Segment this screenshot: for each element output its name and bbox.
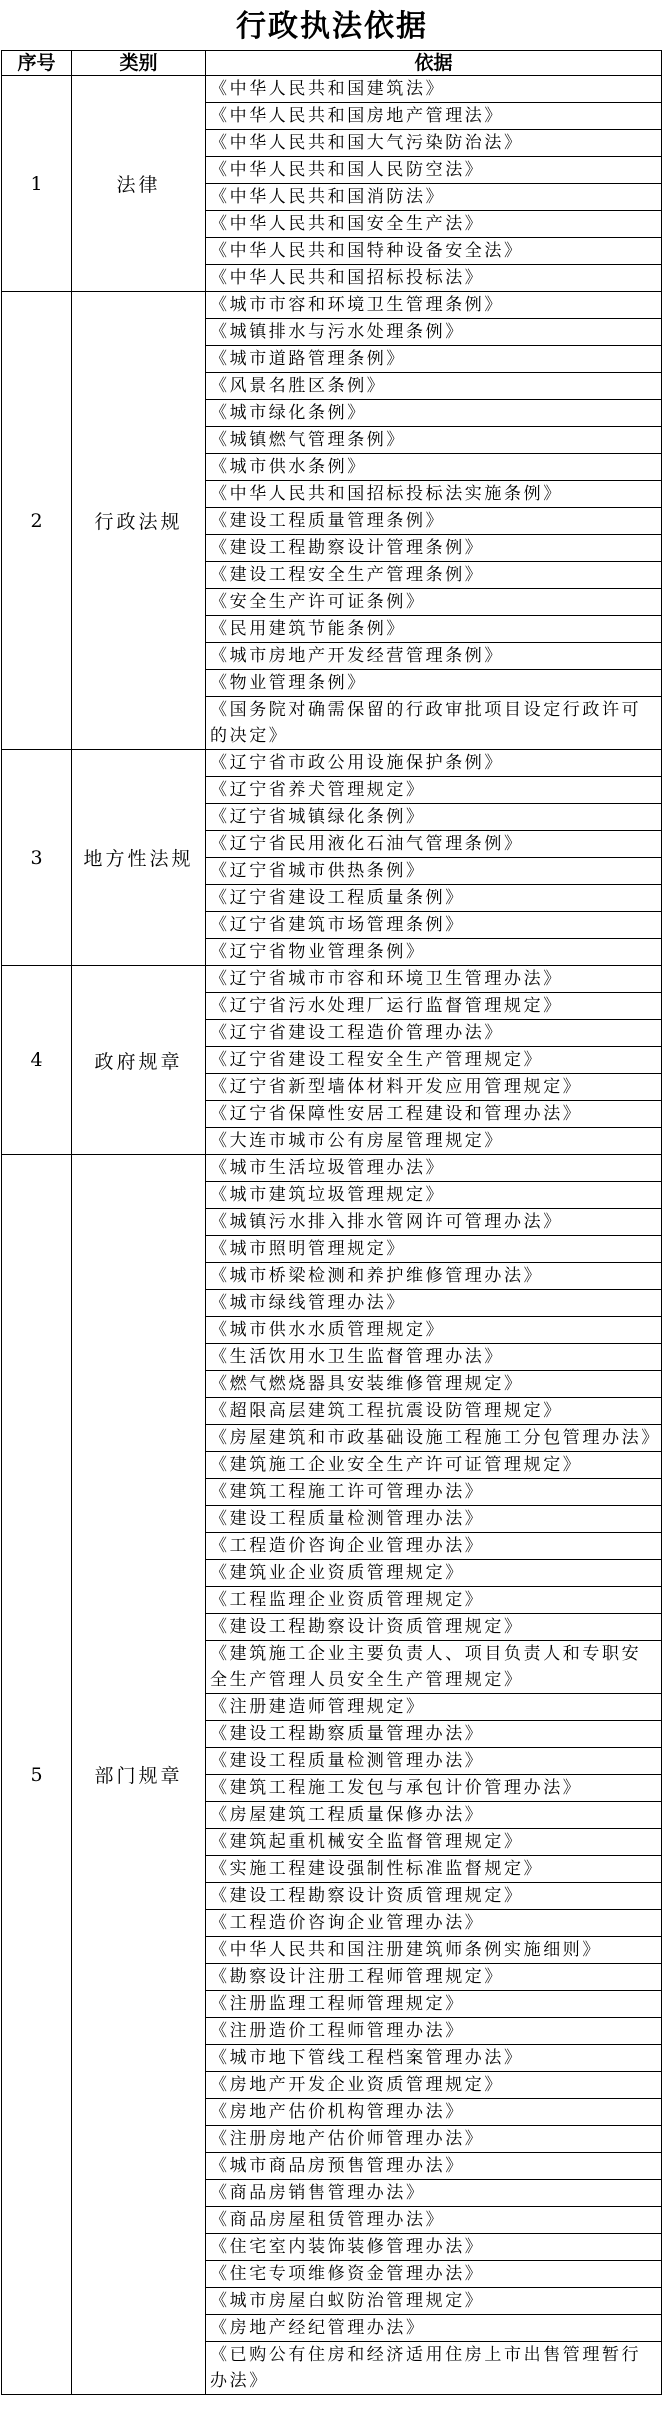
law-item: 《建设工程质量检测管理办法》 — [206, 1506, 662, 1533]
group-number: 4 — [2, 966, 72, 1155]
law-item: 《城市生活垃圾管理办法》 — [206, 1155, 662, 1182]
law-item: 《工程造价咨询企业管理办法》 — [206, 1533, 662, 1560]
law-item: 《城市市容和环境卫生管理条例》 — [206, 292, 662, 319]
law-item: 《实施工程建设强制性标准监督规定》 — [206, 1856, 662, 1883]
law-item: 《房屋建筑和市政基础设施工程施工分包管理办法》 — [206, 1425, 662, 1452]
law-item: 《商品房屋租赁管理办法》 — [206, 2207, 662, 2234]
law-item: 《辽宁省保障性安居工程建设和管理办法》 — [206, 1101, 662, 1128]
table-row — [2, 966, 662, 993]
law-item: 《中华人民共和国招标投标法实施条例》 — [206, 481, 662, 508]
table-row — [2, 750, 662, 777]
law-item: 《中华人民共和国安全生产法》 — [206, 211, 662, 238]
law-item: 《辽宁省建设工程安全生产管理规定》 — [206, 1047, 662, 1074]
law-item: 《建设工程质量检测管理办法》 — [206, 1748, 662, 1775]
law-item: 《城市建筑垃圾管理规定》 — [206, 1182, 662, 1209]
law-item: 《城市照明管理规定》 — [206, 1236, 662, 1263]
law-item: 《城镇污水排入排水管网许可管理办法》 — [206, 1209, 662, 1236]
group-category: 部门规章 — [72, 1155, 206, 2395]
law-item: 《大连市城市公有房屋管理规定》 — [206, 1128, 662, 1155]
law-item: 《国务院对确需保留的行政审批项目设定行政许可的决定》 — [206, 697, 662, 750]
law-item: 《建设工程勘察质量管理办法》 — [206, 1721, 662, 1748]
law-item: 《中华人民共和国大气污染防治法》 — [206, 130, 662, 157]
page-title: 行政执法依据 — [236, 9, 428, 44]
law-item: 《已购公有住房和经济适用住房上市出售管理暂行办法》 — [206, 2342, 662, 2395]
group-number: 3 — [2, 750, 72, 966]
law-item: 《建筑施工企业安全生产许可证管理规定》 — [206, 1452, 662, 1479]
law-item: 《中华人民共和国建筑法》 — [206, 76, 662, 103]
law-item: 《辽宁省物业管理条例》 — [206, 939, 662, 966]
table-row — [2, 76, 662, 103]
law-item: 《住宅专项维修资金管理办法》 — [206, 2261, 662, 2288]
law-item: 《城市供水水质管理规定》 — [206, 1317, 662, 1344]
law-item: 《注册造价工程师管理办法》 — [206, 2018, 662, 2045]
law-item: 《中华人民共和国消防法》 — [206, 184, 662, 211]
law-item: 《城市绿线管理办法》 — [206, 1290, 662, 1317]
law-item: 《建设工程勘察设计资质管理规定》 — [206, 1883, 662, 1910]
law-item: 《中华人民共和国招标投标法》 — [206, 265, 662, 292]
law-item: 《城市地下管线工程档案管理办法》 — [206, 2045, 662, 2072]
law-item: 《建筑起重机械安全监督管理规定》 — [206, 1829, 662, 1856]
law-item: 《建设工程安全生产管理条例》 — [206, 562, 662, 589]
law-item: 《建设工程勘察设计管理条例》 — [206, 535, 662, 562]
group-number: 5 — [2, 1155, 72, 2395]
law-item: 《注册房地产估价师管理办法》 — [206, 2126, 662, 2153]
law-item: 《建筑施工企业主要负责人、项目负责人和专职安全生产管理人员安全生产管理规定》 — [206, 1641, 662, 1694]
group-number: 1 — [2, 76, 72, 292]
law-item: 《勘察设计注册工程师管理规定》 — [206, 1964, 662, 1991]
law-item: 《辽宁省建设工程质量条例》 — [206, 885, 662, 912]
law-item: 《辽宁省建筑市场管理条例》 — [206, 912, 662, 939]
law-item: 《建筑业企业资质管理规定》 — [206, 1560, 662, 1587]
law-item: 《建筑工程施工许可管理办法》 — [206, 1479, 662, 1506]
law-item: 《房地产开发企业资质管理规定》 — [206, 2072, 662, 2099]
law-item: 《辽宁省污水处理厂运行监督管理规定》 — [206, 993, 662, 1020]
header-category: 类别 — [72, 51, 206, 76]
group-category: 行政法规 — [72, 292, 206, 750]
law-item: 《中华人民共和国人民防空法》 — [206, 157, 662, 184]
law-item: 《建筑工程施工发包与承包计价管理办法》 — [206, 1775, 662, 1802]
header-no: 序号 — [2, 51, 72, 76]
group-number: 2 — [2, 292, 72, 750]
law-item: 《中华人民共和国特种设备安全法》 — [206, 238, 662, 265]
law-item: 《辽宁省新型墙体材料开发应用管理规定》 — [206, 1074, 662, 1101]
law-item: 《中华人民共和国注册建筑师条例实施细则》 — [206, 1937, 662, 1964]
law-item: 《城市房屋白蚁防治管理规定》 — [206, 2288, 662, 2315]
law-item: 《城市供水条例》 — [206, 454, 662, 481]
table-header-row — [2, 51, 662, 76]
law-item: 《燃气燃烧器具安装维修管理规定》 — [206, 1371, 662, 1398]
law-item: 《城市房地产开发经营管理条例》 — [206, 643, 662, 670]
law-item: 《民用建筑节能条例》 — [206, 616, 662, 643]
law-item: 《生活饮用水卫生监督管理办法》 — [206, 1344, 662, 1371]
law-item: 《城镇排水与污水处理条例》 — [206, 319, 662, 346]
law-item: 《工程造价咨询企业管理办法》 — [206, 1910, 662, 1937]
law-item: 《建设工程勘察设计资质管理规定》 — [206, 1614, 662, 1641]
law-item: 《辽宁省民用液化石油气管理条例》 — [206, 831, 662, 858]
law-item: 《工程监理企业资质管理规定》 — [206, 1587, 662, 1614]
law-item: 《注册建造师管理规定》 — [206, 1694, 662, 1721]
law-item: 《商品房销售管理办法》 — [206, 2180, 662, 2207]
table-row — [2, 1155, 662, 1182]
table-body — [2, 76, 662, 2395]
law-item: 《房地产经纪管理办法》 — [206, 2315, 662, 2342]
law-item: 《超限高层建筑工程抗震设防管理规定》 — [206, 1398, 662, 1425]
law-item: 《安全生产许可证条例》 — [206, 589, 662, 616]
law-item: 《辽宁省城镇绿化条例》 — [206, 804, 662, 831]
law-item: 《辽宁省建设工程造价管理办法》 — [206, 1020, 662, 1047]
law-item: 《辽宁省市政公用设施保护条例》 — [206, 750, 662, 777]
table-row — [2, 292, 662, 319]
law-item: 《辽宁省城市市容和环境卫生管理办法》 — [206, 966, 662, 993]
law-item: 《辽宁省城市供热条例》 — [206, 858, 662, 885]
law-item: 《注册监理工程师管理规定》 — [206, 1991, 662, 2018]
law-item: 《城市商品房预售管理办法》 — [206, 2153, 662, 2180]
enforcement-basis-table — [1, 50, 662, 2395]
law-item: 《建设工程质量管理条例》 — [206, 508, 662, 535]
law-item: 《房屋建筑工程质量保修办法》 — [206, 1802, 662, 1829]
law-item: 《城市桥梁检测和养护维修管理办法》 — [206, 1263, 662, 1290]
law-item: 《城市道路管理条例》 — [206, 346, 662, 373]
law-item: 《城镇燃气管理条例》 — [206, 427, 662, 454]
law-item: 《城市绿化条例》 — [206, 400, 662, 427]
group-category: 政府规章 — [72, 966, 206, 1155]
law-item: 《房地产估价机构管理办法》 — [206, 2099, 662, 2126]
header-basis: 依据 — [206, 51, 662, 76]
law-item: 《住宅室内装饰装修管理办法》 — [206, 2234, 662, 2261]
group-category: 法律 — [72, 76, 206, 292]
group-category: 地方性法规 — [72, 750, 206, 966]
law-item: 《物业管理条例》 — [206, 670, 662, 697]
law-item: 《中华人民共和国房地产管理法》 — [206, 103, 662, 130]
law-item: 《辽宁省养犬管理规定》 — [206, 777, 662, 804]
law-item: 《风景名胜区条例》 — [206, 373, 662, 400]
